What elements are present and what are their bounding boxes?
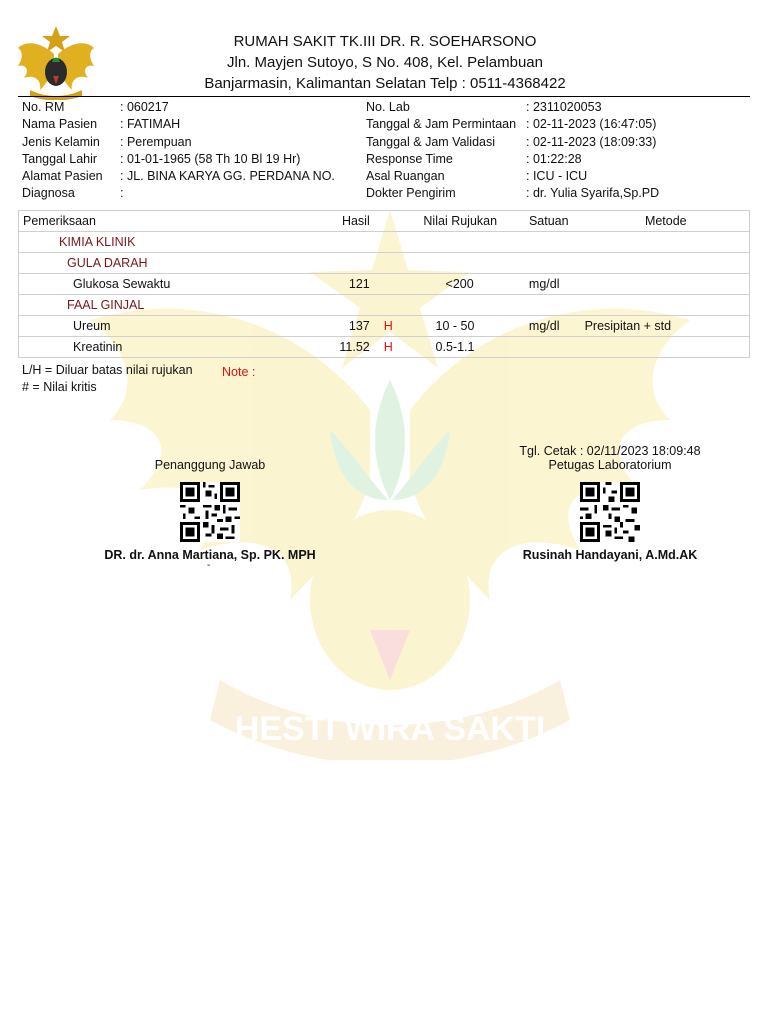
section-row (19, 232, 750, 253)
field-value: : (120, 186, 124, 201)
exam-result: 11.52 (287, 337, 384, 358)
table-row (19, 337, 750, 358)
note-label: Note : (222, 365, 256, 379)
qr-code-icon (180, 482, 240, 542)
field-label: No. Lab (366, 100, 410, 114)
watermark-text: HESTI WIRA SAKTI (234, 710, 546, 748)
signature-responsible (90, 458, 330, 562)
lab-row-validation-time (366, 134, 659, 151)
field-label: Dokter Pengirim (366, 186, 456, 201)
table-row (19, 274, 750, 295)
field-value: : 01:22:28 (526, 151, 582, 166)
hospital-city-phone: Banjarmasin, Kalimantan Selatan Telp : 0511-4368422 (204, 75, 566, 92)
legend-line-critical: # = Nilai kritis (22, 380, 97, 394)
exam-name: Ureum (19, 316, 287, 337)
exam-method (583, 274, 750, 295)
field-label: Diagnosa (22, 186, 75, 201)
field-value: : 02-11-2023 (18:09:33) (526, 134, 657, 149)
lab-row-room (366, 168, 659, 185)
subsection-faal-ginjal: FAAL GINJAL (19, 295, 750, 316)
field-value: : 2311020053 (526, 100, 602, 114)
lab-row-request-time (366, 116, 659, 133)
lab-row-doctor (366, 185, 659, 202)
col-header-method: Metode (583, 211, 750, 232)
signature-subline: - (207, 560, 211, 571)
patient-row-rm (22, 99, 335, 116)
patient-row-address (22, 168, 335, 185)
exam-method: Presipitan + std (583, 316, 750, 337)
signature-name: Rusinah Handayani, A.Md.AK (522, 548, 698, 562)
section-kimia-klinik: KIMIA KLINIK (19, 232, 750, 253)
legend-line-lh: L/H = Diluar batas nilai rujukan (22, 363, 193, 377)
qr-code-icon (580, 482, 640, 542)
field-label: Tanggal & Jam Permintaan (366, 117, 517, 132)
patient-row-sex (22, 134, 335, 151)
field-value: : 01-01-1965 (58 Th 10 Bl 19 Hr) (120, 151, 301, 166)
field-value: : JL. BINA KARYA GG. PERDANA NO. (120, 169, 335, 184)
field-label: Nama Pasien (22, 117, 98, 132)
exam-flag (384, 274, 406, 295)
exam-unit: mg/dl (515, 274, 583, 295)
lab-row-response-time (366, 151, 659, 168)
field-label: Asal Ruangan (366, 169, 445, 184)
signature-title: Penanggung Jawab (154, 458, 266, 472)
exam-reference: 10 - 50 (406, 316, 515, 337)
exam-flag: H (384, 316, 406, 337)
patient-info (22, 99, 335, 203)
field-label: Tanggal & Jam Validasi (366, 134, 496, 149)
field-value: : Perempuan (120, 134, 192, 149)
subsection-row (19, 295, 750, 316)
field-label: Jenis Kelamin (22, 134, 100, 149)
header-divider (18, 96, 750, 97)
field-value: : ICU - ICU (526, 169, 588, 184)
hospital-logo (16, 24, 96, 100)
exam-name: Kreatinin (19, 337, 287, 358)
exam-method (583, 337, 750, 358)
results-table (18, 210, 750, 358)
hospital-address: Jln. Mayjen Sutoyo, S No. 408, Kel. Pelambuan (226, 54, 543, 71)
field-value: : FATIMAH (120, 117, 181, 132)
legend (22, 362, 193, 396)
signature-lab-officer (490, 444, 730, 562)
col-header-reference: Nilai Rujukan (406, 211, 515, 232)
col-header-unit: Satuan (515, 211, 583, 232)
lab-info (366, 99, 659, 203)
col-header-exam: Pemeriksaan (19, 211, 287, 232)
exam-flag: H (384, 337, 406, 358)
exam-unit (515, 337, 583, 358)
exam-result: 121 (287, 274, 384, 295)
subsection-gula-darah: GULA DARAH (19, 253, 750, 274)
print-date: Tgl. Cetak : 02/11/2023 18:09:48 (519, 444, 701, 458)
lab-row-number (366, 99, 659, 116)
exam-name: Glukosa Sewaktu (19, 274, 287, 295)
exam-result: 137 (287, 316, 384, 337)
patient-row-diagnosis (22, 185, 335, 202)
exam-reference: <200 (406, 274, 515, 295)
exam-reference: 0.5-1.1 (406, 337, 515, 358)
col-header-flag (384, 211, 406, 232)
hospital-name: RUMAH SAKIT TK.III DR. R. SOEHARSONO (233, 33, 537, 50)
table-header-row (19, 211, 750, 232)
field-label: No. RM (22, 100, 65, 114)
field-value: : 060217 (120, 100, 169, 114)
patient-row-dob (22, 151, 335, 168)
signature-title: Petugas Laboratorium (548, 458, 672, 472)
col-header-result: Hasil (287, 211, 384, 232)
field-label: Tanggal Lahir (22, 151, 98, 166)
field-value: : 02-11-2023 (16:47:05) (526, 117, 657, 132)
patient-row-name (22, 116, 335, 133)
subsection-row (19, 253, 750, 274)
field-label: Alamat Pasien (22, 169, 103, 184)
field-value: : dr. Yulia Syarifa,Sp.PD (526, 186, 660, 201)
table-row (19, 316, 750, 337)
signature-name: DR. dr. Anna Martiana, Sp. PK. MPH (104, 548, 316, 562)
exam-unit: mg/dl (515, 316, 583, 337)
field-label: Response Time (366, 151, 453, 166)
